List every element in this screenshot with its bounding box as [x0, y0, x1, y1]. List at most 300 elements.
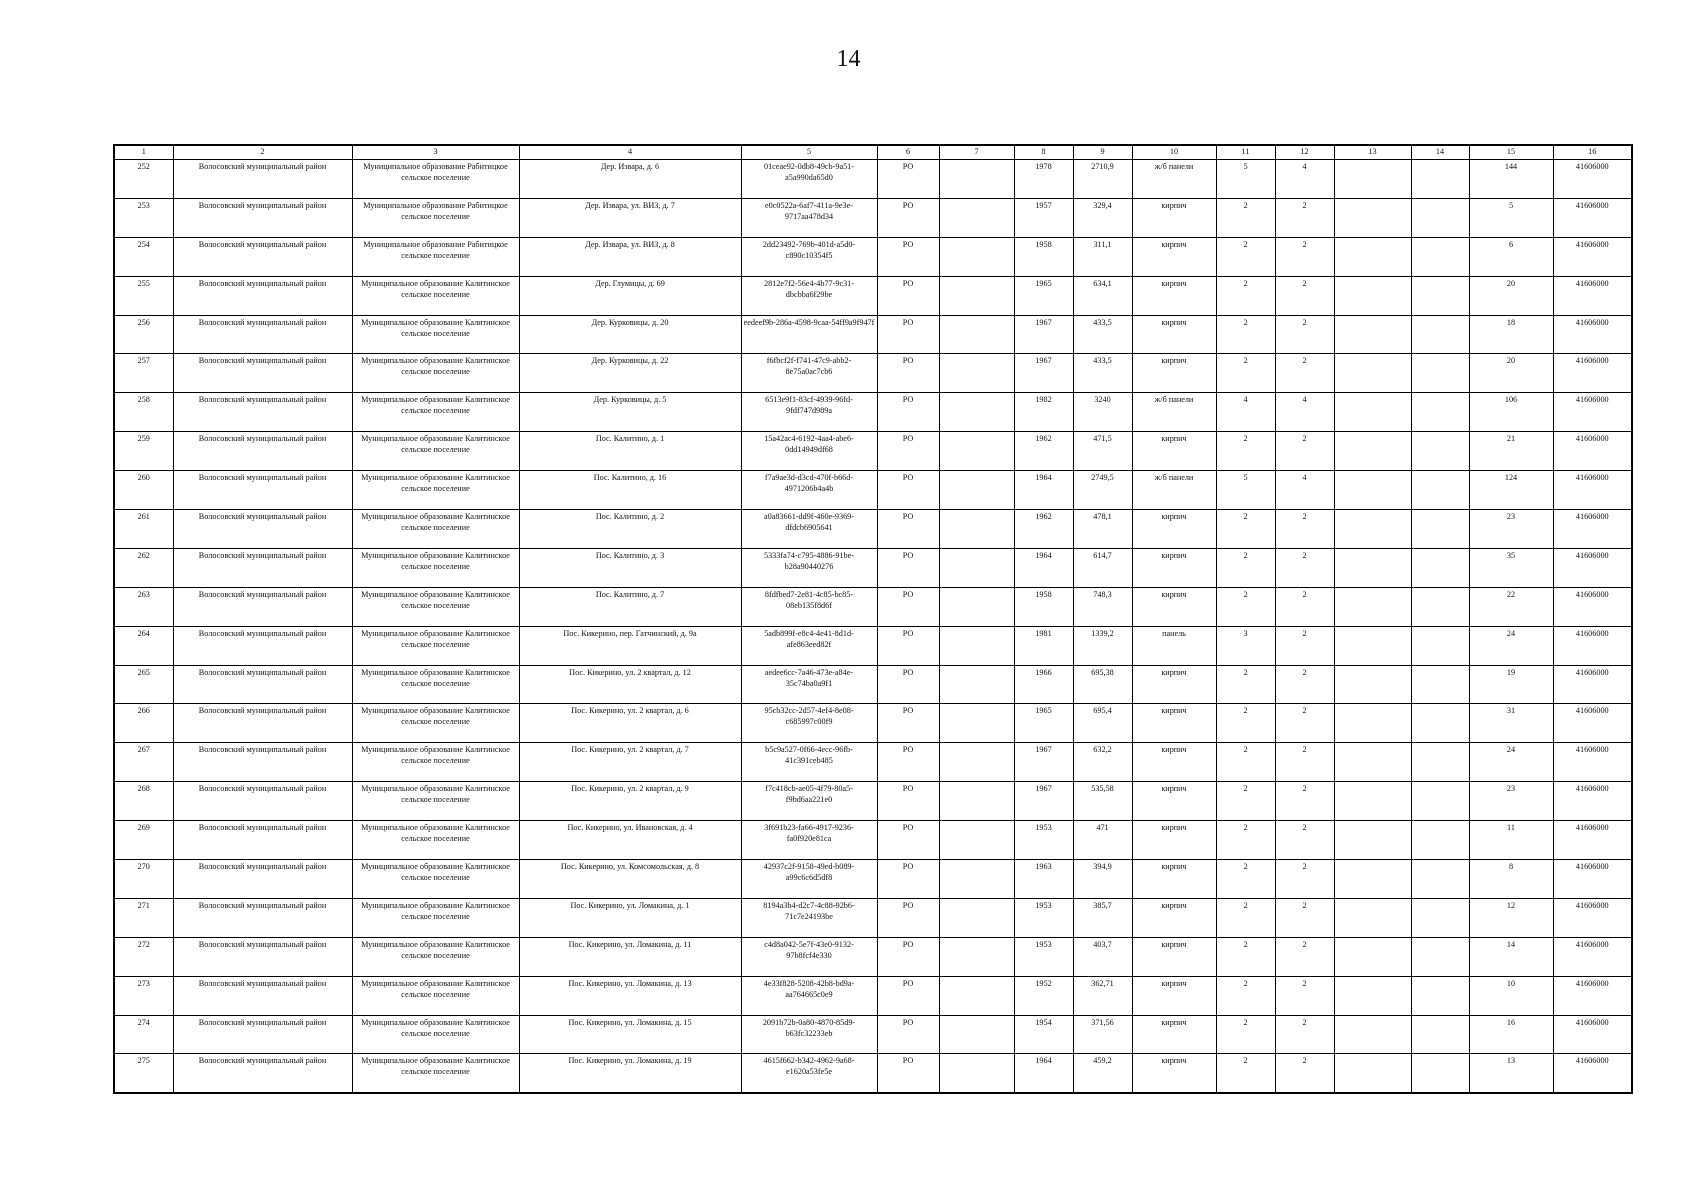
cell-district: Волосовский муниципальный район	[173, 276, 352, 315]
cell-oktmo: 41606000	[1553, 1015, 1632, 1054]
cell-fias-id: 42937c2f-9158-49ed-b089-a99c6c6d5df8	[741, 860, 877, 899]
column-header-2: 2	[173, 145, 352, 160]
cell-oktmo: 41606000	[1553, 860, 1632, 899]
cell-row-number: 264	[114, 626, 173, 665]
cell-entrances: 4	[1275, 471, 1334, 510]
cell-column-6: РО	[877, 626, 939, 665]
cell-area: 614,7	[1073, 548, 1132, 587]
cell-municipality: Муниципальное образование Калитинское сельское поселение	[352, 432, 519, 471]
cell-row-number: 265	[114, 665, 173, 704]
cell-year-built: 1964	[1014, 548, 1073, 587]
cell-district: Волосовский муниципальный район	[173, 198, 352, 237]
column-header-10: 10	[1132, 145, 1216, 160]
cell-address: Дер. Глумицы, д. 69	[519, 276, 741, 315]
cell-fias-id: 95cb32cc-2d57-4ef4-8e08-c685997c00f9	[741, 704, 877, 743]
cell-entrances: 4	[1275, 393, 1334, 432]
cell-column-13	[1334, 743, 1411, 782]
cell-column-13	[1334, 160, 1411, 199]
cell-column-14	[1411, 782, 1469, 821]
cell-area: 634,1	[1073, 276, 1132, 315]
cell-oktmo: 41606000	[1553, 160, 1632, 199]
column-header-13: 13	[1334, 145, 1411, 160]
cell-fias-id: 2812e7f2-56e4-4b77-9c31-dbcbba6f29be	[741, 276, 877, 315]
cell-entrances: 4	[1275, 160, 1334, 199]
cell-address: Пос. Кикерино, ул. 2 квартал, д. 9	[519, 782, 741, 821]
cell-area: 433,5	[1073, 315, 1132, 354]
cell-district: Волосовский муниципальный район	[173, 626, 352, 665]
cell-year-built: 1958	[1014, 587, 1073, 626]
cell-column-6: РО	[877, 160, 939, 199]
table-row	[114, 821, 1632, 860]
cell-column-14	[1411, 898, 1469, 937]
cell-row-number: 273	[114, 976, 173, 1015]
cell-floors: 3	[1216, 626, 1275, 665]
cell-municipality: Муниципальное образование Калитинское сельское поселение	[352, 393, 519, 432]
cell-wall-material: кирпич	[1132, 898, 1216, 937]
cell-address: Пос. Кикерино, ул. Ивановская, д. 4	[519, 821, 741, 860]
cell-year-built: 1978	[1014, 160, 1073, 199]
cell-column-13	[1334, 432, 1411, 471]
cell-address: Дер. Извара, ул. ВИЗ, д. 8	[519, 237, 741, 276]
cell-wall-material: кирпич	[1132, 743, 1216, 782]
cell-entrances: 2	[1275, 276, 1334, 315]
cell-wall-material: кирпич	[1132, 315, 1216, 354]
cell-year-built: 1953	[1014, 937, 1073, 976]
table-row	[114, 510, 1632, 549]
cell-column-14	[1411, 821, 1469, 860]
cell-oktmo: 41606000	[1553, 315, 1632, 354]
cell-column-7	[939, 626, 1014, 665]
cell-apartments: 124	[1469, 471, 1553, 510]
cell-address: Пос. Кикерино, ул. Ломакина, д. 1	[519, 898, 741, 937]
cell-column-13	[1334, 937, 1411, 976]
cell-column-14	[1411, 1015, 1469, 1054]
cell-oktmo: 41606000	[1553, 237, 1632, 276]
cell-column-6: РО	[877, 471, 939, 510]
cell-apartments: 23	[1469, 782, 1553, 821]
cell-column-6: РО	[877, 510, 939, 549]
table-row	[114, 937, 1632, 976]
cell-column-7	[939, 704, 1014, 743]
cell-row-number: 270	[114, 860, 173, 899]
cell-column-14	[1411, 160, 1469, 199]
cell-column-13	[1334, 898, 1411, 937]
cell-column-6: РО	[877, 237, 939, 276]
cell-wall-material: кирпич	[1132, 354, 1216, 393]
cell-wall-material: кирпич	[1132, 548, 1216, 587]
cell-entrances: 2	[1275, 354, 1334, 393]
cell-column-14	[1411, 315, 1469, 354]
cell-column-6: РО	[877, 782, 939, 821]
table-row	[114, 743, 1632, 782]
cell-row-number: 269	[114, 821, 173, 860]
cell-column-14	[1411, 743, 1469, 782]
column-header-4: 4	[519, 145, 741, 160]
cell-apartments: 10	[1469, 976, 1553, 1015]
cell-district: Волосовский муниципальный район	[173, 237, 352, 276]
cell-column-7	[939, 860, 1014, 899]
cell-area: 695,4	[1073, 704, 1132, 743]
cell-column-13	[1334, 315, 1411, 354]
cell-district: Волосовский муниципальный район	[173, 860, 352, 899]
cell-column-7	[939, 665, 1014, 704]
cell-column-14	[1411, 704, 1469, 743]
cell-entrances: 2	[1275, 237, 1334, 276]
cell-year-built: 1967	[1014, 354, 1073, 393]
cell-fias-id: 4e33f828-5208-42b8-bd9a-aa764665c0e9	[741, 976, 877, 1015]
cell-fias-id: f6fbcf2f-f741-47c9-abb2-8e75a0ac7cb6	[741, 354, 877, 393]
cell-column-14	[1411, 237, 1469, 276]
column-header-6: 6	[877, 145, 939, 160]
cell-address: Пос. Кикерино, ул. 2 квартал, д. 12	[519, 665, 741, 704]
cell-district: Волосовский муниципальный район	[173, 1054, 352, 1093]
cell-address: Дер. Курковицы, д. 22	[519, 354, 741, 393]
cell-floors: 2	[1216, 860, 1275, 899]
cell-column-7	[939, 354, 1014, 393]
cell-fias-id: 5333fa74-c795-4886-91be-b28a90440276	[741, 548, 877, 587]
cell-column-7	[939, 510, 1014, 549]
cell-floors: 2	[1216, 1054, 1275, 1093]
cell-municipality: Муниципальное образование Рабитицкое сельское поселение	[352, 160, 519, 199]
cell-address: Пос. Калитино, д. 2	[519, 510, 741, 549]
cell-municipality: Муниципальное образование Калитинское сельское поселение	[352, 587, 519, 626]
cell-column-6: РО	[877, 860, 939, 899]
cell-wall-material: кирпич	[1132, 276, 1216, 315]
cell-entrances: 2	[1275, 1054, 1334, 1093]
cell-district: Волосовский муниципальный район	[173, 704, 352, 743]
cell-district: Волосовский муниципальный район	[173, 782, 352, 821]
cell-wall-material: кирпич	[1132, 510, 1216, 549]
cell-apartments: 8	[1469, 860, 1553, 899]
cell-column-13	[1334, 237, 1411, 276]
cell-column-7	[939, 1054, 1014, 1093]
cell-floors: 2	[1216, 510, 1275, 549]
cell-column-13	[1334, 510, 1411, 549]
cell-district: Волосовский муниципальный район	[173, 665, 352, 704]
column-header-1: 1	[114, 145, 173, 160]
table-row	[114, 1015, 1632, 1054]
cell-column-6: РО	[877, 704, 939, 743]
cell-fias-id: 6513e9f1-83cf-4939-96fd-9fdf747d989a	[741, 393, 877, 432]
cell-column-14	[1411, 1054, 1469, 1093]
cell-area: 403,7	[1073, 937, 1132, 976]
cell-year-built: 1957	[1014, 198, 1073, 237]
column-header-5: 5	[741, 145, 877, 160]
cell-area: 695,38	[1073, 665, 1132, 704]
cell-municipality: Муниципальное образование Калитинское сельское поселение	[352, 743, 519, 782]
cell-wall-material: ж/б панели	[1132, 393, 1216, 432]
cell-column-13	[1334, 354, 1411, 393]
cell-oktmo: 41606000	[1553, 704, 1632, 743]
cell-year-built: 1962	[1014, 432, 1073, 471]
cell-row-number: 275	[114, 1054, 173, 1093]
cell-fias-id: 2091b72b-0a80-4870-85d9-b63fc32233eb	[741, 1015, 877, 1054]
cell-oktmo: 41606000	[1553, 510, 1632, 549]
registry-table	[113, 144, 1633, 1094]
cell-apartments: 20	[1469, 354, 1553, 393]
cell-row-number: 258	[114, 393, 173, 432]
table-row	[114, 548, 1632, 587]
cell-municipality: Муниципальное образование Калитинское сельское поселение	[352, 510, 519, 549]
cell-oktmo: 41606000	[1553, 743, 1632, 782]
cell-wall-material: кирпич	[1132, 237, 1216, 276]
cell-fias-id: f7a9ae3d-d3cd-470f-b66d-4971206b4a4b	[741, 471, 877, 510]
cell-column-6: РО	[877, 976, 939, 1015]
cell-floors: 2	[1216, 898, 1275, 937]
cell-municipality: Муниципальное образование Калитинское сельское поселение	[352, 782, 519, 821]
table-row	[114, 432, 1632, 471]
cell-fias-id: a0a83661-dd9f-460e-9369-dfdcb6905641	[741, 510, 877, 549]
cell-column-6: РО	[877, 432, 939, 471]
cell-floors: 2	[1216, 548, 1275, 587]
cell-year-built: 1963	[1014, 860, 1073, 899]
cell-oktmo: 41606000	[1553, 626, 1632, 665]
cell-column-14	[1411, 548, 1469, 587]
cell-column-7	[939, 821, 1014, 860]
cell-address: Пос. Кикерино, ул. 2 квартал, д. 7	[519, 743, 741, 782]
cell-apartments: 19	[1469, 665, 1553, 704]
cell-row-number: 253	[114, 198, 173, 237]
column-header-3: 3	[352, 145, 519, 160]
cell-wall-material: ж/б панели	[1132, 160, 1216, 199]
cell-municipality: Муниципальное образование Калитинское сельское поселение	[352, 548, 519, 587]
cell-entrances: 2	[1275, 626, 1334, 665]
column-header-11: 11	[1216, 145, 1275, 160]
cell-address: Пос. Кикерино, ул. 2 квартал, д. 6	[519, 704, 741, 743]
cell-floors: 2	[1216, 315, 1275, 354]
cell-row-number: 256	[114, 315, 173, 354]
cell-row-number: 268	[114, 782, 173, 821]
cell-oktmo: 41606000	[1553, 276, 1632, 315]
cell-wall-material: кирпич	[1132, 976, 1216, 1015]
cell-apartments: 5	[1469, 198, 1553, 237]
cell-row-number: 257	[114, 354, 173, 393]
cell-column-14	[1411, 587, 1469, 626]
cell-entrances: 2	[1275, 704, 1334, 743]
cell-entrances: 2	[1275, 937, 1334, 976]
cell-address: Пос. Кикерино, ул. Ломакина, д. 13	[519, 976, 741, 1015]
cell-column-7	[939, 937, 1014, 976]
cell-row-number: 263	[114, 587, 173, 626]
cell-apartments: 14	[1469, 937, 1553, 976]
cell-floors: 5	[1216, 471, 1275, 510]
cell-fias-id: 5adb899f-e8c4-4e41-8d1d-afe863eed82f	[741, 626, 877, 665]
cell-column-7	[939, 237, 1014, 276]
cell-area: 748,3	[1073, 587, 1132, 626]
cell-fias-id: 8fdfbed7-2e81-4c85-bc85-08eb135f8d6f	[741, 587, 877, 626]
cell-district: Волосовский муниципальный район	[173, 315, 352, 354]
cell-district: Волосовский муниципальный район	[173, 1015, 352, 1054]
cell-area: 329,4	[1073, 198, 1132, 237]
cell-column-13	[1334, 665, 1411, 704]
cell-column-7	[939, 393, 1014, 432]
cell-municipality: Муниципальное образование Калитинское сельское поселение	[352, 315, 519, 354]
cell-apartments: 35	[1469, 548, 1553, 587]
column-header-16: 16	[1553, 145, 1632, 160]
cell-row-number: 272	[114, 937, 173, 976]
cell-area: 471,5	[1073, 432, 1132, 471]
table-row	[114, 354, 1632, 393]
cell-floors: 2	[1216, 704, 1275, 743]
cell-column-7	[939, 976, 1014, 1015]
cell-row-number: 274	[114, 1015, 173, 1054]
table-row	[114, 704, 1632, 743]
table-row	[114, 860, 1632, 899]
cell-floors: 2	[1216, 665, 1275, 704]
cell-entrances: 2	[1275, 432, 1334, 471]
cell-area: 394,9	[1073, 860, 1132, 899]
cell-area: 459,2	[1073, 1054, 1132, 1093]
cell-row-number: 252	[114, 160, 173, 199]
cell-district: Волосовский муниципальный район	[173, 821, 352, 860]
cell-column-14	[1411, 354, 1469, 393]
cell-address: Дер. Курковицы, д. 20	[519, 315, 741, 354]
cell-wall-material: кирпич	[1132, 821, 1216, 860]
cell-column-7	[939, 276, 1014, 315]
cell-column-13	[1334, 198, 1411, 237]
cell-year-built: 1954	[1014, 1015, 1073, 1054]
cell-column-7	[939, 471, 1014, 510]
column-header-8: 8	[1014, 145, 1073, 160]
cell-entrances: 2	[1275, 315, 1334, 354]
cell-address: Пос. Кикерино, ул. Ломакина, д. 19	[519, 1054, 741, 1093]
cell-fias-id: 8194a3b4-d2c7-4c88-92b6-71c7e24193be	[741, 898, 877, 937]
cell-district: Волосовский муниципальный район	[173, 587, 352, 626]
cell-row-number: 266	[114, 704, 173, 743]
cell-address: Дер. Курковицы, д. 5	[519, 393, 741, 432]
page-number: 14	[836, 46, 861, 72]
table-row	[114, 237, 1632, 276]
cell-year-built: 1966	[1014, 665, 1073, 704]
cell-district: Волосовский муниципальный район	[173, 976, 352, 1015]
cell-district: Волосовский муниципальный район	[173, 471, 352, 510]
cell-apartments: 12	[1469, 898, 1553, 937]
cell-year-built: 1982	[1014, 393, 1073, 432]
cell-oktmo: 41606000	[1553, 937, 1632, 976]
cell-municipality: Муниципальное образование Рабитицкое сельское поселение	[352, 198, 519, 237]
cell-municipality: Муниципальное образование Калитинское сельское поселение	[352, 471, 519, 510]
cell-apartments: 106	[1469, 393, 1553, 432]
cell-floors: 2	[1216, 782, 1275, 821]
cell-column-6: РО	[877, 393, 939, 432]
cell-address: Дер. Извара, д. 6	[519, 160, 741, 199]
cell-entrances: 2	[1275, 665, 1334, 704]
table-row	[114, 782, 1632, 821]
cell-row-number: 259	[114, 432, 173, 471]
cell-column-7	[939, 432, 1014, 471]
cell-column-14	[1411, 860, 1469, 899]
cell-row-number: 267	[114, 743, 173, 782]
cell-column-13	[1334, 548, 1411, 587]
cell-district: Волосовский муниципальный район	[173, 354, 352, 393]
cell-apartments: 22	[1469, 587, 1553, 626]
cell-column-13	[1334, 471, 1411, 510]
cell-row-number: 260	[114, 471, 173, 510]
cell-district: Волосовский муниципальный район	[173, 160, 352, 199]
cell-column-7	[939, 198, 1014, 237]
cell-district: Волосовский муниципальный район	[173, 432, 352, 471]
cell-address: Пос. Калитино, д. 3	[519, 548, 741, 587]
cell-column-7	[939, 898, 1014, 937]
cell-floors: 2	[1216, 587, 1275, 626]
cell-area: 1339,2	[1073, 626, 1132, 665]
cell-area: 471	[1073, 821, 1132, 860]
column-header-9: 9	[1073, 145, 1132, 160]
cell-row-number: 262	[114, 548, 173, 587]
cell-floors: 2	[1216, 976, 1275, 1015]
cell-address: Пос. Калитино, д. 16	[519, 471, 741, 510]
cell-column-7	[939, 1015, 1014, 1054]
cell-oktmo: 41606000	[1553, 665, 1632, 704]
cell-oktmo: 41606000	[1553, 548, 1632, 587]
cell-area: 371,56	[1073, 1015, 1132, 1054]
cell-municipality: Муниципальное образование Калитинское сельское поселение	[352, 704, 519, 743]
table-row	[114, 1054, 1632, 1093]
cell-column-6: РО	[877, 821, 939, 860]
cell-column-13	[1334, 976, 1411, 1015]
cell-district: Волосовский муниципальный район	[173, 898, 352, 937]
cell-apartments: 31	[1469, 704, 1553, 743]
cell-column-6: РО	[877, 548, 939, 587]
cell-apartments: 18	[1469, 315, 1553, 354]
cell-fias-id: e0c0522a-6af7-411a-9e3e-9717aa478d34	[741, 198, 877, 237]
cell-apartments: 144	[1469, 160, 1553, 199]
cell-column-14	[1411, 626, 1469, 665]
cell-area: 362,71	[1073, 976, 1132, 1015]
cell-apartments: 16	[1469, 1015, 1553, 1054]
cell-column-7	[939, 587, 1014, 626]
cell-area: 433,5	[1073, 354, 1132, 393]
cell-oktmo: 41606000	[1553, 976, 1632, 1015]
cell-column-7	[939, 315, 1014, 354]
cell-year-built: 1967	[1014, 315, 1073, 354]
cell-wall-material: кирпич	[1132, 937, 1216, 976]
cell-column-7	[939, 743, 1014, 782]
cell-floors: 2	[1216, 432, 1275, 471]
cell-address: Пос. Кикерино, ул. Комсомольская, д. 8	[519, 860, 741, 899]
cell-year-built: 1953	[1014, 821, 1073, 860]
cell-wall-material: кирпич	[1132, 1015, 1216, 1054]
cell-floors: 2	[1216, 276, 1275, 315]
cell-wall-material: панель	[1132, 626, 1216, 665]
cell-row-number: 271	[114, 898, 173, 937]
table-row	[114, 160, 1632, 199]
cell-municipality: Муниципальное образование Калитинское сельское поселение	[352, 821, 519, 860]
cell-floors: 2	[1216, 354, 1275, 393]
cell-column-6: РО	[877, 587, 939, 626]
cell-year-built: 1964	[1014, 1054, 1073, 1093]
cell-wall-material: кирпич	[1132, 782, 1216, 821]
cell-municipality: Муниципальное образование Калитинское сельское поселение	[352, 665, 519, 704]
cell-apartments: 11	[1469, 821, 1553, 860]
cell-column-14	[1411, 276, 1469, 315]
cell-municipality: Муниципальное образование Калитинское сельское поселение	[352, 354, 519, 393]
cell-fias-id: 3f691b23-fa66-4917-9236-fa0f920e81ca	[741, 821, 877, 860]
cell-municipality: Муниципальное образование Калитинское сельское поселение	[352, 1054, 519, 1093]
cell-column-6: РО	[877, 1015, 939, 1054]
cell-entrances: 2	[1275, 782, 1334, 821]
cell-entrances: 2	[1275, 548, 1334, 587]
cell-column-14	[1411, 471, 1469, 510]
cell-fias-id: 15a42ac4-6192-4aa4-abe6-0dd14949df68	[741, 432, 877, 471]
cell-floors: 2	[1216, 821, 1275, 860]
cell-column-14	[1411, 432, 1469, 471]
cell-area: 535,58	[1073, 782, 1132, 821]
table-body	[114, 160, 1632, 1093]
cell-municipality: Муниципальное образование Калитинское сельское поселение	[352, 937, 519, 976]
table-row	[114, 976, 1632, 1015]
cell-address: Пос. Калитино, д. 7	[519, 587, 741, 626]
